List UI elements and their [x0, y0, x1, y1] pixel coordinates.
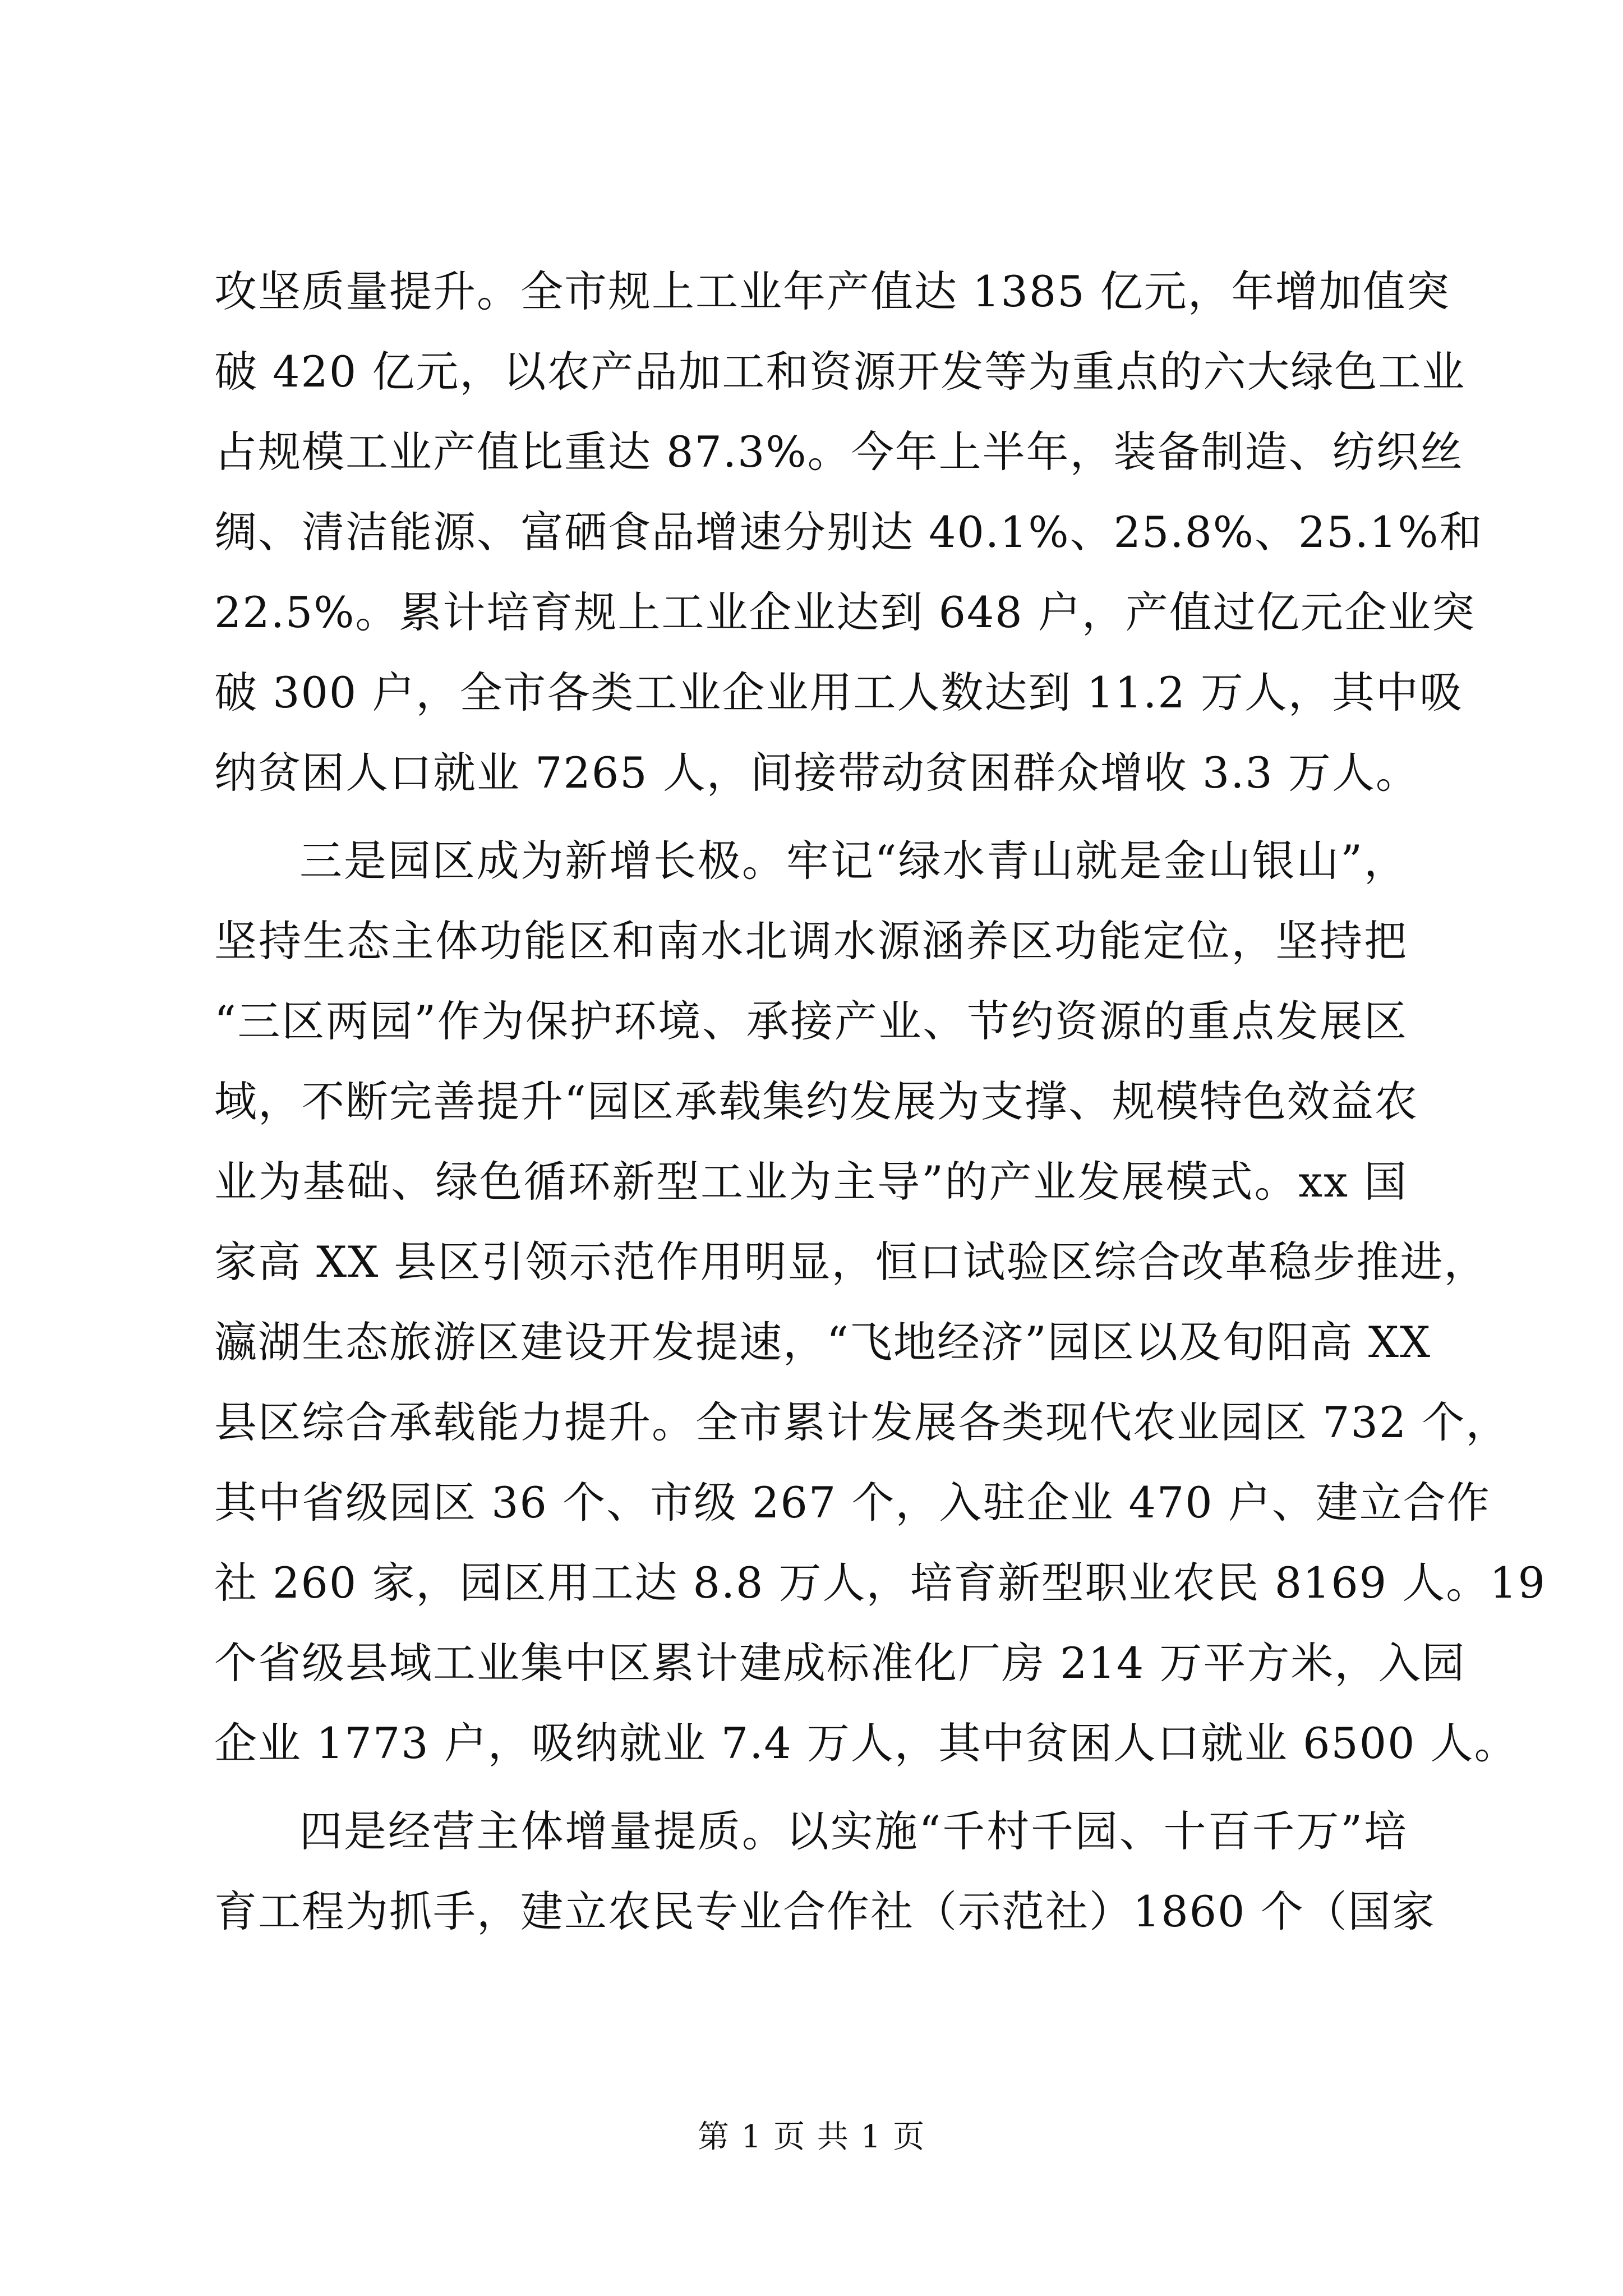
text-line: 22.5%。累计培育规上工业企业达到 648 户，产值过亿元企业突	[214, 587, 1476, 637]
text-line: 瀛湖生态旅游区建设开发提速，“飞地经济”园区以及旬阳高 XX	[214, 1317, 1432, 1367]
text-line: 三是园区成为新增长极。牢记“绿水青山就是金山银山”，	[299, 836, 1408, 886]
text-line: 其中省级园区 36 个、市级 267 个，入驻企业 470 户、建立合作	[214, 1478, 1491, 1527]
text-line: 县区综合承载能力提升。全市累计发展各类现代农业园区 732 个，	[214, 1397, 1510, 1447]
text-line: 绸、清洁能源、富硒食品增速分别达 40.1%、25.8%、25.1%和	[214, 507, 1483, 557]
text-line: 四是经营主体增量提质。以实施“千村千园、十百千万”培	[299, 1806, 1408, 1856]
text-line: 占规模工业产值比重达 87.3%。今年上半年，装备制造、纺织丝	[214, 427, 1464, 477]
text-line: 家高 XX 县区引领示范作用明显，恒口试验区综合改革稳步推进，	[214, 1237, 1488, 1287]
body-text	[214, 251, 1546, 1952]
text-line: 攻坚质量提升。全市规上工业年产值达 1385 亿元，年增加值突	[214, 266, 1450, 316]
text-line: 破 300 户，全市各类工业企业用工人数达到 11.2 万人，其中吸	[214, 668, 1463, 717]
text-line: 业为基础、绿色循环新型工业为主导”的产业发展模式。xx 国	[214, 1157, 1408, 1207]
text-line: 纳贫困人口就业 7265 人，间接带动贫困群众增收 3.3 万人。	[214, 748, 1419, 798]
paragraph-2	[214, 821, 1546, 1783]
text-line: 社 260 家，园区用工达 8.8 万人，培育新型职业农民 8169 人。19	[214, 1558, 1546, 1608]
text-line: 破 420 亿元，以农产品加工和资源开发等为重点的六大绿色工业	[214, 347, 1466, 397]
paragraph-3	[214, 1791, 1436, 1952]
text-line: 个省级县域工业集中区累计建成标准化厂房 214 万平方米，入园	[214, 1638, 1466, 1688]
paragraph-1	[214, 251, 1483, 813]
page-footer: 第 1 页 共 1 页	[697, 2119, 926, 2155]
text-line: 育工程为抓手，建立农民专业合作社（示范社）1860 个（国家	[214, 1887, 1436, 1936]
text-line: 企业 1773 户，吸纳就业 7.4 万人，其中贫困人口就业 6500 人。	[214, 1718, 1518, 1768]
text-line: 域，不断完善提升“园区承载集约发展为支撑、规模特色效益农	[214, 1076, 1418, 1126]
text-line: “三区两园”作为保护环境、承接产业、节约资源的重点发展区	[214, 996, 1408, 1046]
text-line: 坚持生态主体功能区和南水北调水源涵养区功能定位，坚持把	[214, 916, 1408, 966]
